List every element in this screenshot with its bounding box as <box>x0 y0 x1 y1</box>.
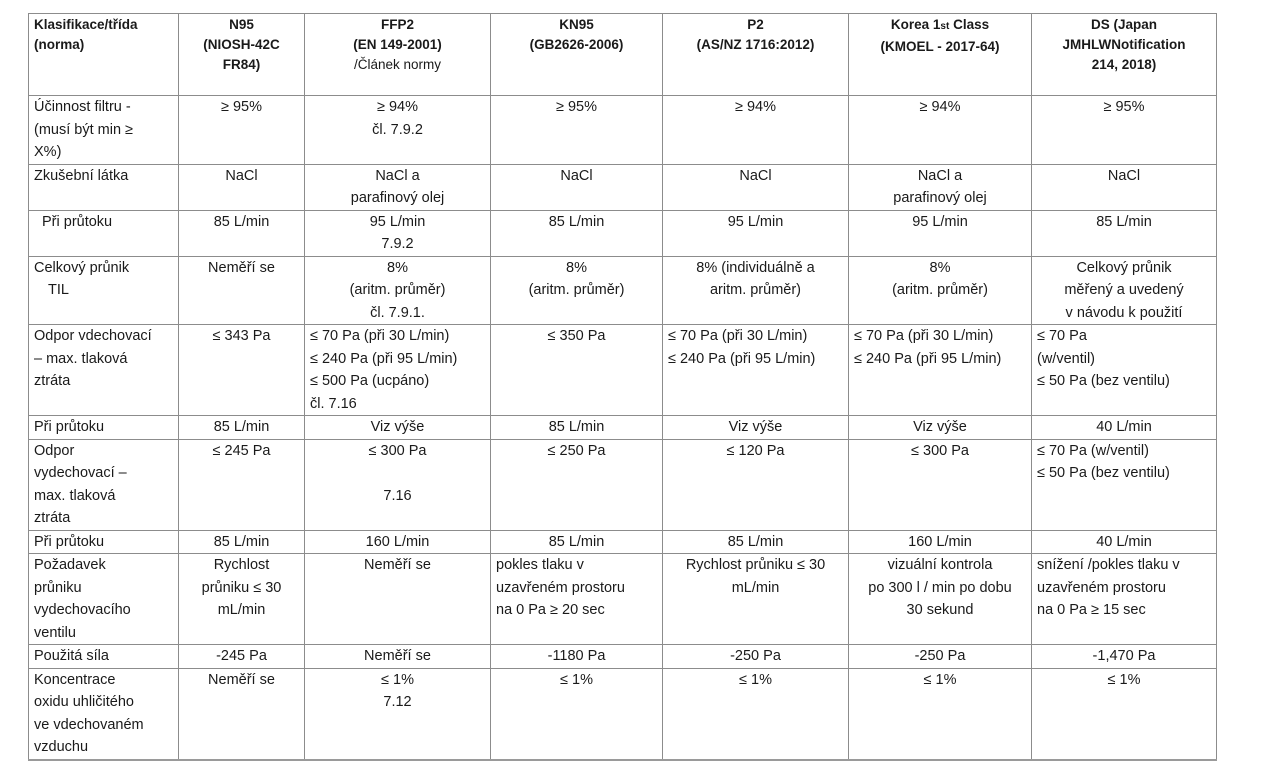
cell-line: (w/ventil) <box>1037 350 1096 367</box>
cell-line: 85 L/min <box>1096 213 1152 230</box>
cell-line: ≤ 1% <box>739 671 772 688</box>
cell-line: -1180 Pa <box>547 648 606 664</box>
cell-line: 95 L/min <box>727 213 784 230</box>
mask-standards-comparison-table <box>28 13 1217 761</box>
cell-line: 85 L/min <box>213 213 270 230</box>
table-row <box>29 554 1217 645</box>
cell-line: ≤ 240 Pa (při 95 L/min) <box>668 350 816 367</box>
table-cell <box>849 210 1032 256</box>
cell-line: 8% <box>929 259 951 276</box>
cell-line: Neměří se <box>208 671 275 688</box>
cell-line: NaCl a <box>375 167 420 184</box>
row-label <box>29 325 179 416</box>
cell-line: 85 L/min <box>727 533 784 550</box>
header-line <box>854 15 1026 37</box>
cell-line: -250 Pa <box>914 648 966 664</box>
header-label-line: Klasifikace/třída <box>34 17 138 32</box>
cell-line: měřený a uvedený <box>1064 282 1184 298</box>
cell-line: ≤ 50 Pa (bez ventilu) <box>1037 373 1170 389</box>
row-label-line: ventilu <box>34 624 76 641</box>
table-cell <box>491 210 663 256</box>
cell-line: na 0 Pa ≥ 15 sec <box>1037 602 1146 618</box>
table-cell <box>663 164 849 210</box>
table-cell <box>305 325 491 416</box>
cell-line: 160 L/min <box>908 533 972 550</box>
table-cell <box>491 439 663 530</box>
table-cell <box>663 256 849 325</box>
cell-line: uzavřeném prostoru <box>496 579 625 596</box>
cell-line <box>310 462 485 485</box>
table-cell <box>849 645 1032 669</box>
table-row <box>29 96 1217 165</box>
table-cell <box>663 210 849 256</box>
table-cell <box>491 416 663 440</box>
row-label <box>29 645 179 669</box>
header-ffp2 <box>305 14 491 96</box>
cell-line: vizuální kontrola <box>887 557 993 573</box>
cell-line: ≤ 300 Pa <box>368 442 427 459</box>
cell-line: mL/min <box>731 579 780 596</box>
cell-line: ≥ 95% <box>220 99 262 115</box>
cell-line: ≥ 95% <box>555 99 597 115</box>
row-label-line: Odpor <box>34 442 75 459</box>
header-label-line: (norma) <box>34 37 85 52</box>
row-label-line: Účinnost filtru - <box>34 99 131 115</box>
table-row <box>29 530 1217 554</box>
header-line: JMHLWNotification <box>1062 37 1186 52</box>
table-row <box>29 416 1217 440</box>
table-cell <box>849 96 1032 165</box>
header-line: (EN 149-2001) <box>353 37 442 52</box>
header-p2 <box>663 14 849 96</box>
header-ds-japan <box>1032 14 1217 96</box>
cell-line: ≥ 95% <box>1103 99 1145 115</box>
cell-line: 85 L/min <box>548 213 605 230</box>
cell-line: Rychlost <box>213 557 270 573</box>
table-cell <box>1032 96 1217 165</box>
table-cell <box>179 164 305 210</box>
cell-line: -245 Pa <box>216 648 267 664</box>
row-label-line: (musí být min ≥ <box>34 121 134 138</box>
cell-line: (aritm. průměr) <box>892 282 988 298</box>
cell-line: ≤ 70 Pa (při 30 L/min) <box>310 328 450 344</box>
table-cell <box>179 530 305 554</box>
header-n95 <box>179 14 305 96</box>
row-label <box>29 416 179 440</box>
cell-line: NaCl <box>1107 167 1141 184</box>
cell-line: 40 L/min <box>1096 533 1152 550</box>
row-label-line: Zkušební látka <box>34 167 129 184</box>
cell-line: Celkový průnik <box>1076 259 1172 276</box>
table-cell <box>1032 256 1217 325</box>
cell-line: mL/min <box>217 602 266 618</box>
cell-line: ≤ 1% <box>560 671 593 688</box>
table-cell <box>491 325 663 416</box>
header-row <box>29 14 1217 96</box>
cell-line: průniku ≤ 30 <box>201 579 282 596</box>
table-cell <box>663 554 849 645</box>
table-row <box>29 164 1217 210</box>
row-label-line: Použitá síla <box>34 648 109 664</box>
cell-line: ≤ 1% <box>381 671 414 688</box>
cell-line: ≥ 94% <box>919 99 961 115</box>
cell-line: NaCl a <box>917 167 963 184</box>
row-label <box>29 210 179 256</box>
header-classification <box>29 14 179 96</box>
table-cell <box>849 164 1032 210</box>
table-row <box>29 325 1217 416</box>
table-row <box>29 645 1217 669</box>
cell-line: ≤ 70 Pa (při 30 L/min) <box>668 328 808 344</box>
table-cell <box>179 645 305 669</box>
table-cell <box>179 210 305 256</box>
cell-line: 95 L/min <box>912 213 968 230</box>
row-label-line: Celkový průnik <box>34 259 130 276</box>
cell-line: ≤ 250 Pa <box>547 442 606 459</box>
cell-line: ≤ 240 Pa (při 95 L/min) <box>854 350 1002 367</box>
cell-line: Neměří se <box>364 648 431 664</box>
table-cell <box>305 416 491 440</box>
table-cell <box>1032 645 1217 669</box>
row-label-line: ztráta <box>34 510 71 526</box>
table-cell <box>305 210 491 256</box>
header-line: DS (Japan <box>1090 17 1158 32</box>
table-cell <box>849 325 1032 416</box>
cell-line: ≤ 120 Pa <box>726 442 785 459</box>
cell-line: Viz výše <box>370 419 425 435</box>
row-label-line: oxidu uhličitého <box>34 694 134 710</box>
header-line: FFP2 <box>380 17 414 32</box>
header-text: Class <box>949 17 990 32</box>
table-cell <box>179 668 305 760</box>
header-line: (NIOSH-42C <box>203 37 280 52</box>
cell-line: 8% (individuálně a <box>696 259 815 276</box>
header-line: (GB2626-2006) <box>529 37 624 52</box>
cell-line: 85 L/min <box>213 419 270 435</box>
table-cell <box>663 668 849 760</box>
table-cell <box>179 416 305 440</box>
row-label <box>29 439 179 530</box>
header-note: /Článek normy <box>353 57 442 72</box>
row-label <box>29 164 179 210</box>
table-cell <box>491 554 663 645</box>
cell-line: ≤ 1% <box>923 671 957 688</box>
table-cell <box>1032 668 1217 760</box>
table-cell <box>179 554 305 645</box>
cell-line: Viz výše <box>728 419 783 435</box>
header-suffix: st <box>940 21 950 32</box>
cell-line: ≤ 500 Pa (ucpáno) <box>310 373 430 389</box>
cell-line: 85 L/min <box>548 419 605 435</box>
cell-line: na 0 Pa ≥ 20 sec <box>496 602 605 618</box>
table-cell <box>491 530 663 554</box>
cell-line: Neměří se <box>208 259 275 276</box>
cell-line: ≤ 300 Pa <box>911 442 969 459</box>
header-line: FR84) <box>222 57 261 72</box>
table-cell <box>1032 210 1217 256</box>
row-label-line: Odpor vdechovací <box>34 328 152 344</box>
table-row <box>29 256 1217 325</box>
cell-line: 95 L/min <box>369 213 426 230</box>
cell-line: (aritm. průměr) <box>528 282 625 298</box>
table-cell <box>179 325 305 416</box>
cell-line: -1,470 Pa <box>1092 648 1156 664</box>
cell-line: ≤ 343 Pa <box>212 328 271 344</box>
row-label <box>29 554 179 645</box>
cell-line: ≤ 70 Pa (při 30 L/min) <box>854 328 994 344</box>
table-cell <box>305 164 491 210</box>
cell-line: uzavřeném prostoru <box>1037 579 1166 596</box>
cell-line: parafinový olej <box>350 190 445 206</box>
cell-line: ≤ 240 Pa (při 95 L/min) <box>310 350 458 367</box>
table-body <box>29 96 1217 760</box>
cell-line: 85 L/min <box>548 533 605 550</box>
row-label-line: vydechovací – <box>34 465 127 481</box>
table-cell <box>305 256 491 325</box>
row-label-line: ve vdechovaném <box>34 716 144 733</box>
table-cell <box>305 645 491 669</box>
header-line: N95 <box>229 17 254 32</box>
table-cell <box>179 96 305 165</box>
cell-line: ≤ 50 Pa (bez ventilu) <box>1037 465 1170 481</box>
cell-line: (aritm. průměr) <box>349 282 446 298</box>
cell-line: čl. 7.9.1. <box>370 304 425 321</box>
cell-line: NaCl <box>225 167 258 184</box>
table-cell <box>305 96 491 165</box>
header-text: Korea 1 <box>890 17 941 32</box>
table-cell <box>663 416 849 440</box>
table-row <box>29 210 1217 256</box>
cell-line: ≤ 350 Pa <box>547 328 606 344</box>
row-label <box>29 96 179 165</box>
table-cell <box>849 439 1032 530</box>
cell-line: Neměří se <box>364 557 431 573</box>
cell-line: 7.16 <box>383 487 412 504</box>
cell-line: 8% <box>387 259 408 276</box>
table-cell <box>179 439 305 530</box>
cell-line: 30 sekund <box>906 602 974 618</box>
header-line: 214, 2018) <box>1091 57 1157 72</box>
row-label-line: Požadavek <box>34 557 106 573</box>
row-label-line: X%) <box>34 144 62 160</box>
table-cell <box>491 96 663 165</box>
cell-line: 8% <box>566 259 587 276</box>
table-cell <box>663 645 849 669</box>
table-row <box>29 439 1217 530</box>
row-label <box>29 256 179 325</box>
row-label-line: ztráta <box>34 373 71 389</box>
cell-line: snížení /pokles tlaku v <box>1037 557 1180 573</box>
cell-line: ≥ 94% <box>734 99 776 115</box>
cell-line: 40 L/min <box>1096 419 1152 435</box>
table-cell <box>305 554 491 645</box>
cell-line: ≤ 70 Pa (w/ventil) <box>1037 442 1149 459</box>
row-label-line: TIL <box>48 282 69 298</box>
row-label-line: max. tlaková <box>34 487 116 504</box>
cell-line: -250 Pa <box>730 648 781 664</box>
table-cell <box>1032 416 1217 440</box>
table-cell <box>305 668 491 760</box>
cell-line: pokles tlaku v <box>496 557 584 573</box>
cell-line: ≤ 70 Pa <box>1037 328 1087 344</box>
header-line: KN95 <box>559 17 594 32</box>
cell-line: parafinový olej <box>893 190 987 206</box>
cell-line: ≤ 1% <box>1107 671 1141 688</box>
cell-line: čl. 7.9.2 <box>372 121 423 138</box>
table-cell <box>305 439 491 530</box>
table-cell <box>1032 530 1217 554</box>
table-cell <box>1032 439 1217 530</box>
row-label-line: Při průtoku <box>42 213 113 230</box>
cell-line: po 300 l / min po dobu <box>868 579 1012 596</box>
row-label-line: vzduchu <box>34 739 89 755</box>
table-row <box>29 668 1217 760</box>
cell-line: ≥ 94% <box>376 99 418 115</box>
cell-line: v návodu k použití <box>1065 304 1183 321</box>
table-cell <box>305 530 491 554</box>
row-label <box>29 530 179 554</box>
table-cell <box>849 416 1032 440</box>
table-cell <box>1032 554 1217 645</box>
cell-line: NaCl <box>560 167 593 184</box>
row-label <box>29 668 179 760</box>
table-cell <box>1032 164 1217 210</box>
table-cell <box>849 256 1032 325</box>
cell-line: 7.12 <box>383 694 412 710</box>
row-label-line: vydechovacího <box>34 602 131 618</box>
header-line: P2 <box>747 17 764 32</box>
cell-line: ≤ 245 Pa <box>212 442 271 459</box>
cell-line: čl. 7.16 <box>310 395 357 412</box>
header-kn95 <box>491 14 663 96</box>
cell-line: aritm. průměr) <box>709 282 802 298</box>
table-cell <box>663 96 849 165</box>
table-cell <box>491 645 663 669</box>
table-cell <box>179 256 305 325</box>
cell-line: Rychlost průniku ≤ 30 <box>685 557 826 573</box>
header-line: (KMOEL - 2017-64) <box>880 39 1000 54</box>
row-label-line: průniku <box>34 579 82 596</box>
cell-line: Viz výše <box>913 419 967 435</box>
table-cell <box>849 554 1032 645</box>
row-label-line: Koncentrace <box>34 671 116 688</box>
table-cell <box>663 530 849 554</box>
cell-line: 7.9.2 <box>381 236 414 252</box>
cell-line: 160 L/min <box>365 533 430 550</box>
row-label-line: – max. tlaková <box>34 350 128 367</box>
table-cell <box>849 530 1032 554</box>
table-cell <box>1032 325 1217 416</box>
cell-line: NaCl <box>739 167 772 184</box>
table-cell <box>491 256 663 325</box>
row-label-line: Při průtoku <box>34 533 105 550</box>
table-cell <box>491 668 663 760</box>
cell-line: 85 L/min <box>213 533 270 550</box>
table-cell <box>491 164 663 210</box>
header-korea <box>849 14 1032 96</box>
table-cell <box>849 668 1032 760</box>
header-line: (AS/NZ 1716:2012) <box>696 37 815 52</box>
table-cell <box>663 439 849 530</box>
table-cell <box>663 325 849 416</box>
row-label-line: Při průtoku <box>34 419 105 435</box>
